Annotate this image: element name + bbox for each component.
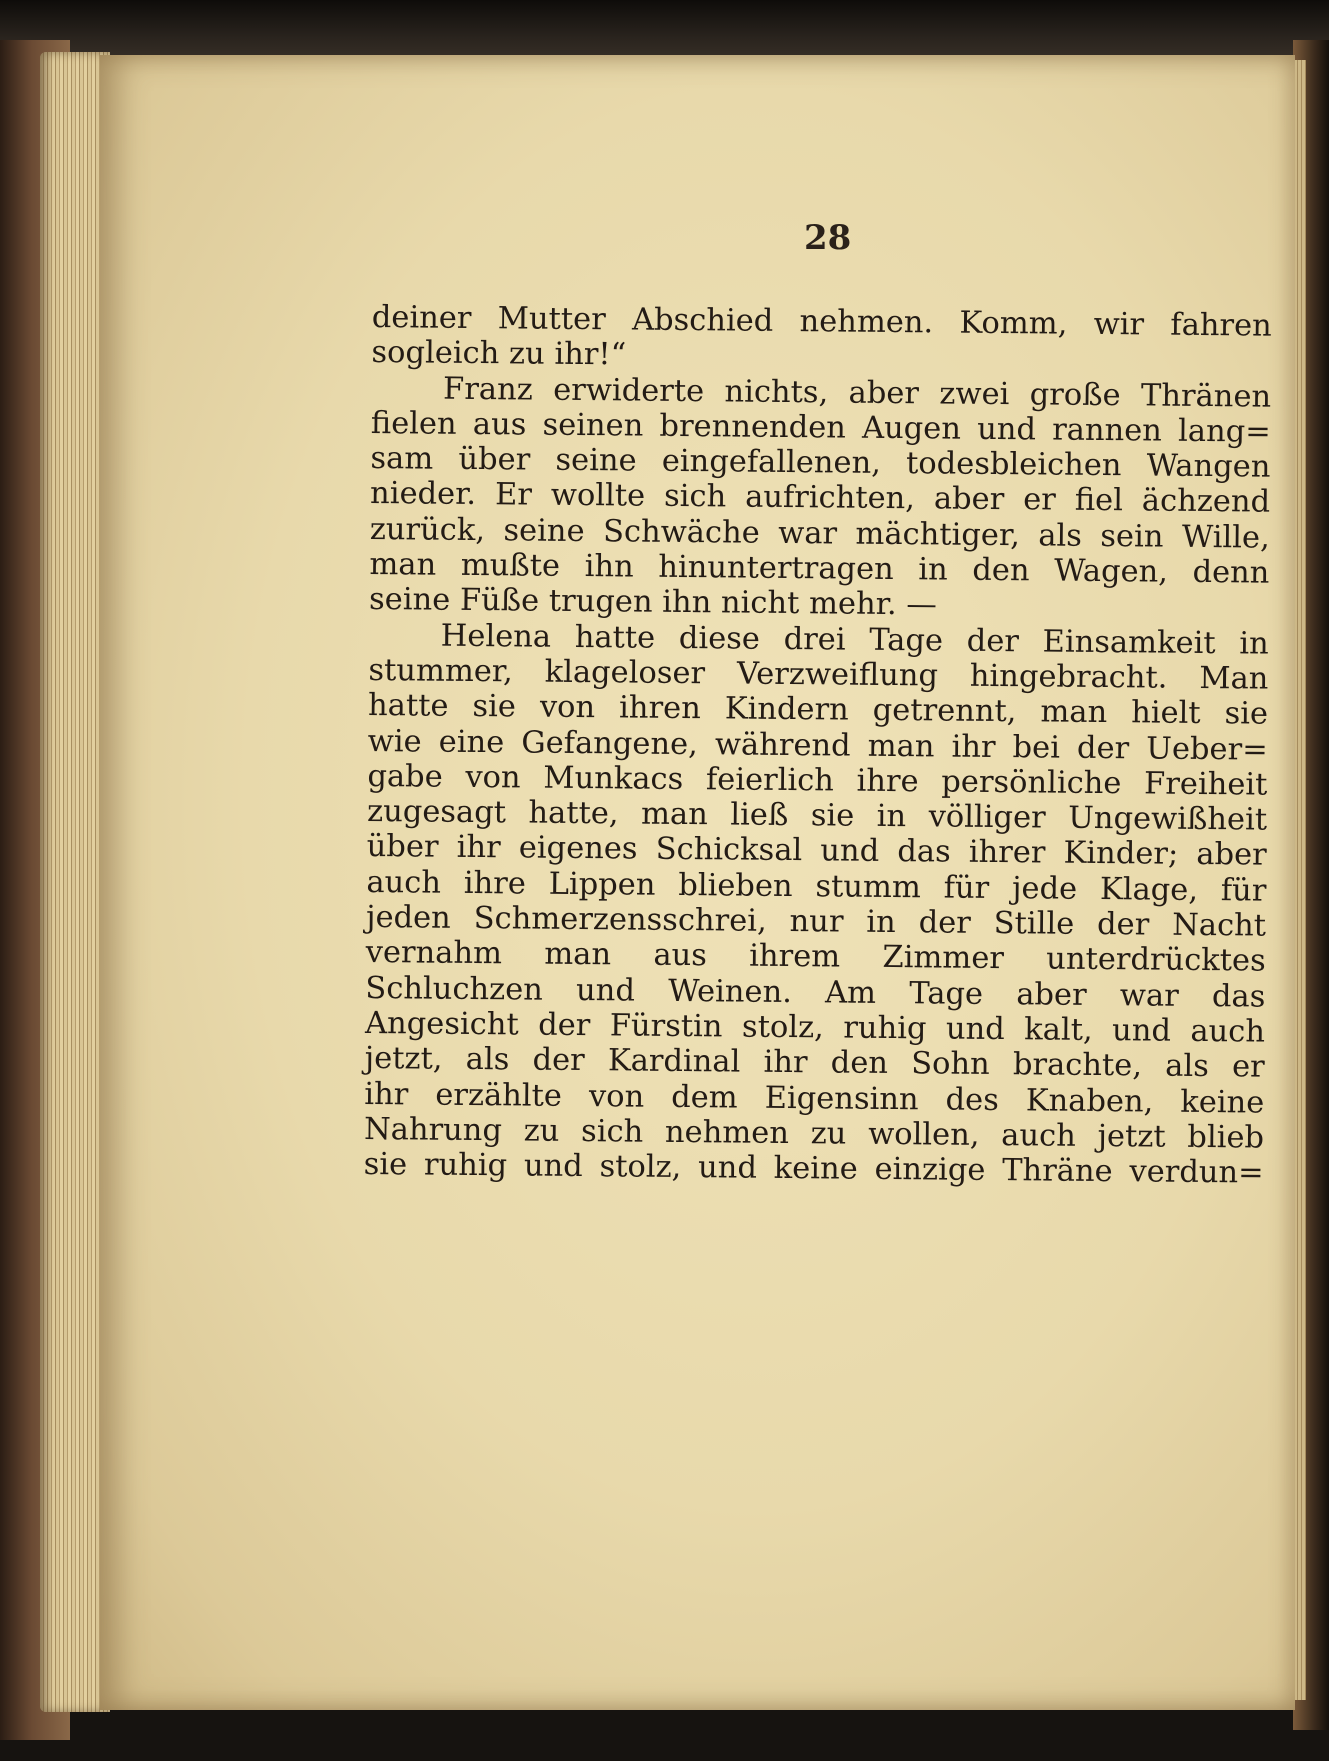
text-line: jetzt, als der Kardinal ihr den Sohn brachte, als er [364,1041,1265,1085]
text-line: Franz erwiderte nichts, aber zwei große Thränen [442,371,1272,415]
text-line: wie eine Gefangene, während man ihr bei der Ueber= [367,723,1268,768]
text-line: hatte sie von ihren Kindern getrennt, man hielt sie [367,688,1269,732]
text-line: nieder. Er wollte sich aufrichten, aber er fiel ächzend [369,476,1271,521]
text-line: zugesagt hatte, man ließ sie in völliger Ungewißheit [366,794,1268,838]
text-line: man mußte ihn hinuntertragen in den Wagen, denn [369,547,1270,591]
text-line: Nahrung zu sich nehmen zu wollen, auch jetzt blieb [363,1111,1265,1156]
text-line: auch ihre Lippen blieben stumm für jede Klage, für [366,864,1267,909]
text-line: seine Füße trugen ihn nicht mehr. — [368,582,937,623]
text-line: sogleich zu ihr!“ [371,335,627,373]
body-text [364,300,1272,1191]
text-line: ihr erzählte von dem Eigensinn des Knaben, keine [364,1076,1265,1121]
text-line: zurück, seine Schwäche war mächtiger, als sein Wille, [369,511,1270,556]
text-line: sie ruhig und stolz, und keine einzige Thräne verdun= [363,1147,1264,1191]
text-line: sam über seine eingefallenen, todesbleichen Wangen [370,441,1271,485]
text-line: Helena hatte diese drei Tage der Einsamkeit in [440,618,1269,662]
text-line: Schluchzen und Weinen. Am Tage aber war das [365,970,1266,1015]
text-line: deiner Mutter Abschied nehmen. Komm, wir fahren [371,300,1272,344]
text-line: über ihr eigenes Schicksal und das ihrer Kinder; aber [366,829,1267,874]
text-line: Angesicht der Fürstin stolz, ruhig und kalt, und auch [364,1005,1266,1050]
text-line: jeden Schmerzensschrei, nur in der Stille der Nacht [365,900,1267,944]
text-line: stummer, klageloser Verzweiflung hingebracht. Man [368,652,1269,697]
page-number: 28 [804,218,852,258]
text-line: fielen aus seinen brennenden Augen und rannen lang= [370,405,1271,450]
text-line: gabe von Munkacs feierlich ihre persönliche Freiheit [367,758,1268,803]
text-line: vernahm man aus ihrem Zimmer unterdrücktes [365,935,1266,979]
